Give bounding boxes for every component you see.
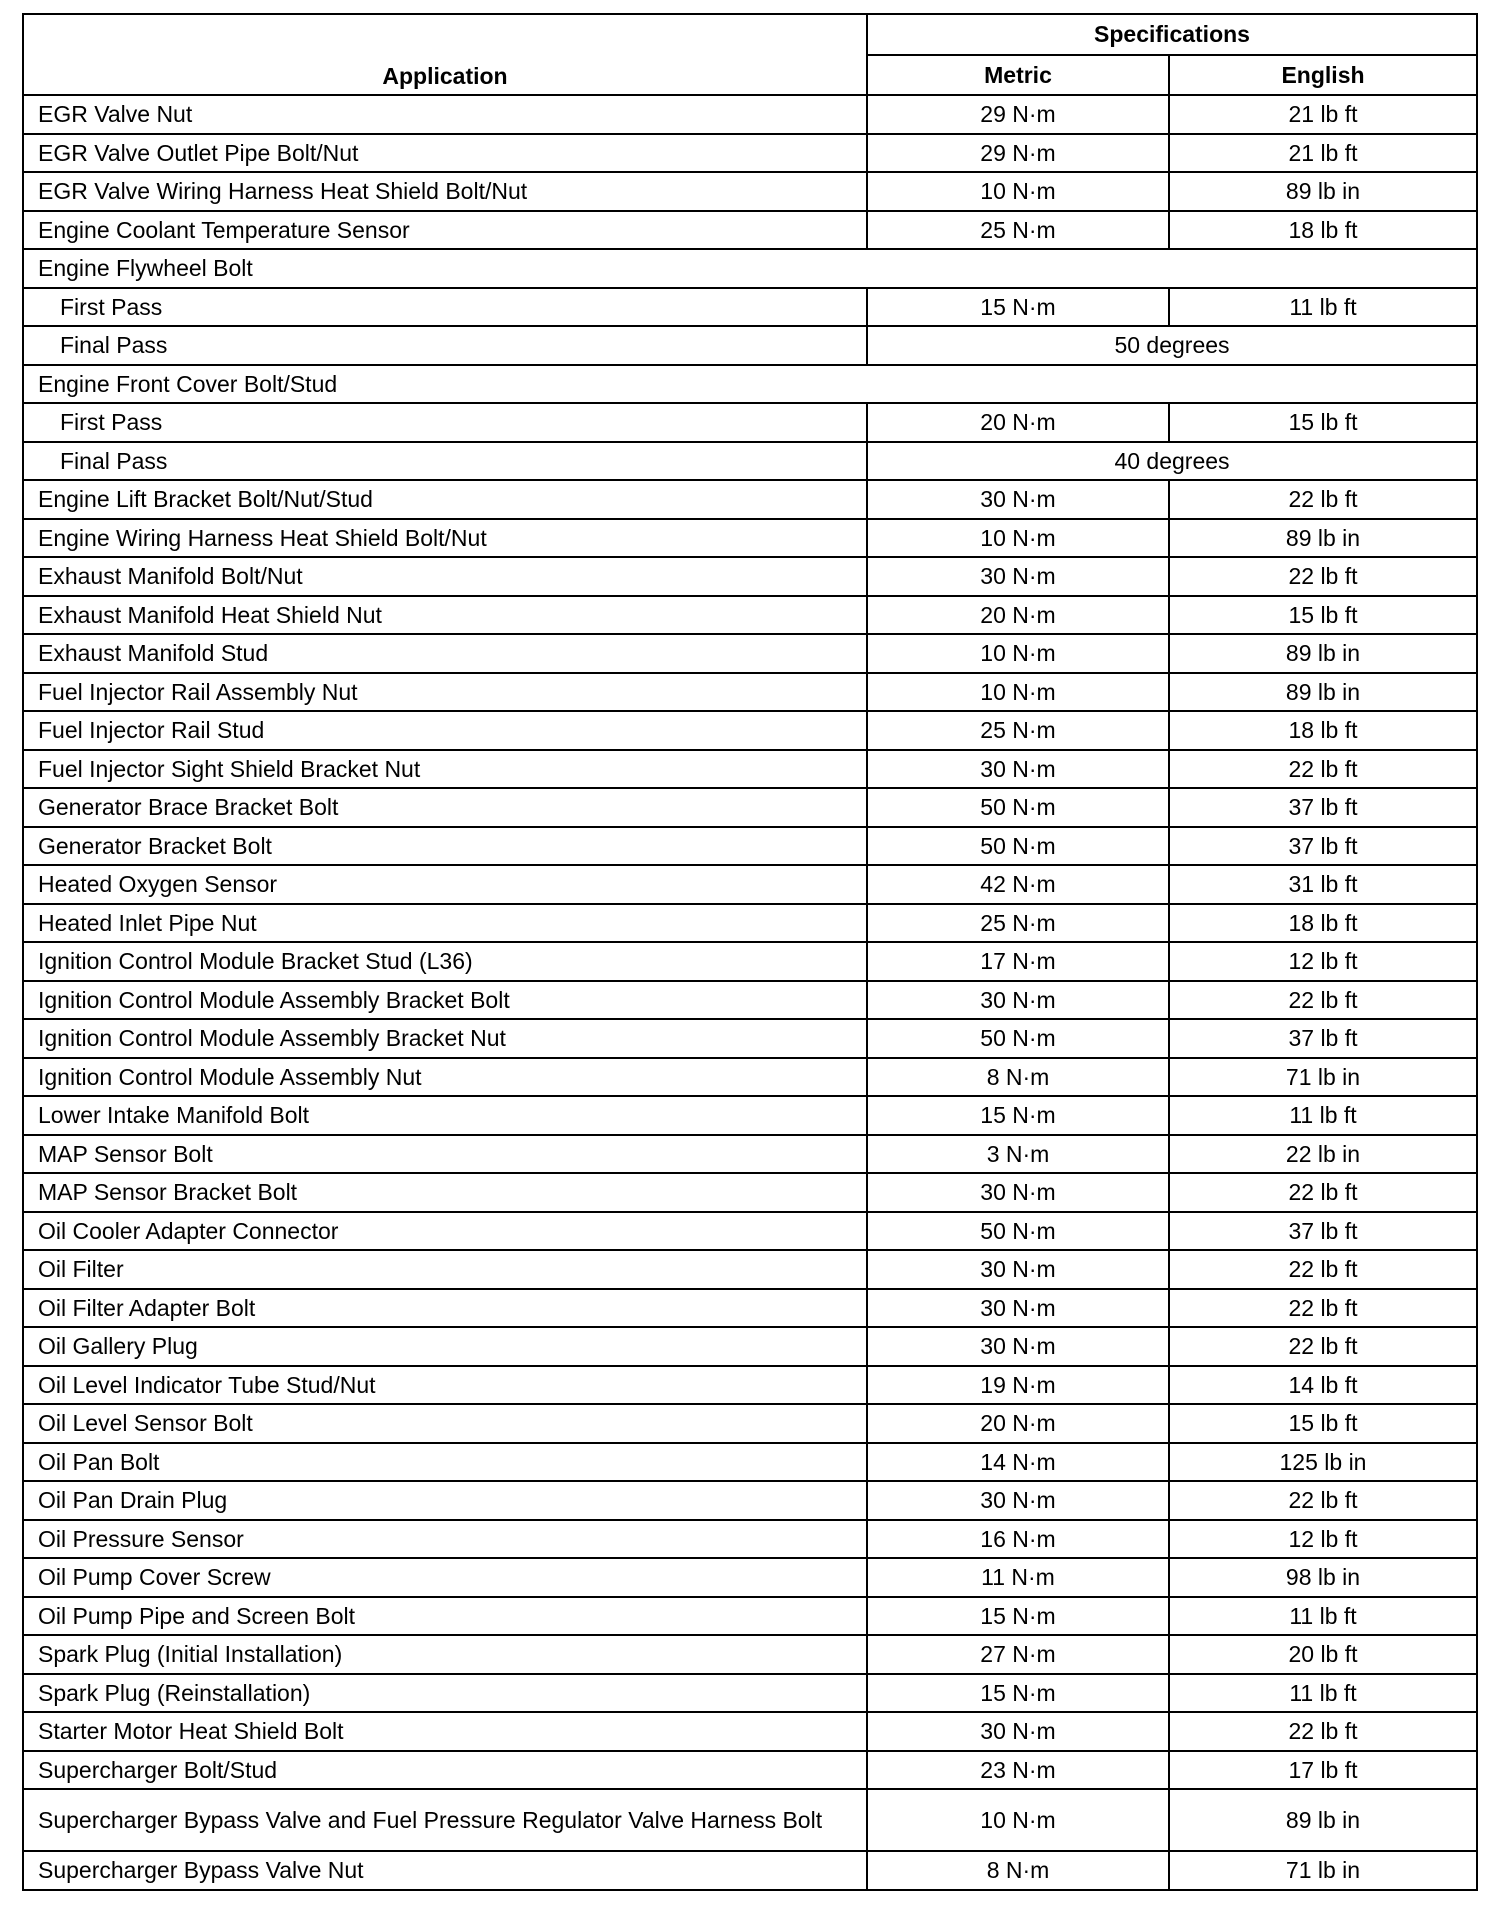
metric-cell: 29 N·m xyxy=(867,95,1169,134)
english-cell: 15 lb ft xyxy=(1169,1404,1477,1443)
metric-cell: 10 N·m xyxy=(867,172,1169,211)
application-cell: Supercharger Bolt/Stud xyxy=(23,1751,867,1790)
english-cell: 18 lb ft xyxy=(1169,211,1477,250)
table-body xyxy=(23,95,1477,1890)
application-cell: Heated Inlet Pipe Nut xyxy=(23,904,867,943)
english-cell: 22 lb ft xyxy=(1169,1173,1477,1212)
metric-cell: 15 N·m xyxy=(867,1674,1169,1713)
metric-cell: 30 N·m xyxy=(867,557,1169,596)
table-row xyxy=(23,134,1477,173)
application-cell: Spark Plug (Initial Installation) xyxy=(23,1635,867,1674)
table-row xyxy=(23,403,1477,442)
application-cell: Supercharger Bypass Valve and Fuel Pressure Regulator Valve Harness Bolt xyxy=(23,1789,867,1851)
metric-cell: 30 N·m xyxy=(867,1289,1169,1328)
table-row xyxy=(23,1327,1477,1366)
metric-cell: 25 N·m xyxy=(867,711,1169,750)
application-cell: Exhaust Manifold Heat Shield Nut xyxy=(23,596,867,635)
table-row xyxy=(23,673,1477,712)
table-row xyxy=(23,480,1477,519)
english-cell: 22 lb ft xyxy=(1169,981,1477,1020)
english-cell: 89 lb in xyxy=(1169,172,1477,211)
application-cell: Generator Bracket Bolt xyxy=(23,827,867,866)
metric-cell: 15 N·m xyxy=(867,1096,1169,1135)
english-cell: 20 lb ft xyxy=(1169,1635,1477,1674)
application-cell: Spark Plug (Reinstallation) xyxy=(23,1674,867,1713)
english-cell: 37 lb ft xyxy=(1169,1212,1477,1251)
application-cell: Exhaust Manifold Stud xyxy=(23,634,867,673)
table-row xyxy=(23,1058,1477,1097)
table-row xyxy=(23,711,1477,750)
english-cell: 98 lb in xyxy=(1169,1558,1477,1597)
metric-cell: 16 N·m xyxy=(867,1520,1169,1559)
english-cell: 11 lb ft xyxy=(1169,288,1477,327)
metric-cell: 30 N·m xyxy=(867,480,1169,519)
application-cell: First Pass xyxy=(23,403,867,442)
table-row xyxy=(23,1135,1477,1174)
english-cell: 89 lb in xyxy=(1169,519,1477,558)
metric-cell: 50 N·m xyxy=(867,1019,1169,1058)
metric-cell: 30 N·m xyxy=(867,981,1169,1020)
application-cell: Fuel Injector Rail Stud xyxy=(23,711,867,750)
table-row xyxy=(23,1443,1477,1482)
table-row xyxy=(23,557,1477,596)
metric-cell: 10 N·m xyxy=(867,519,1169,558)
application-cell: EGR Valve Wiring Harness Heat Shield Bolt/Nut xyxy=(23,172,867,211)
metric-cell: 11 N·m xyxy=(867,1558,1169,1597)
table-row xyxy=(23,249,1477,288)
application-cell: Oil Filter xyxy=(23,1250,867,1289)
metric-cell: 42 N·m xyxy=(867,865,1169,904)
empty-spec-cell xyxy=(867,365,1477,404)
application-cell: Engine Lift Bracket Bolt/Nut/Stud xyxy=(23,480,867,519)
application-cell: Engine Flywheel Bolt xyxy=(23,249,867,288)
table-row xyxy=(23,1173,1477,1212)
english-cell: 12 lb ft xyxy=(1169,942,1477,981)
table-row xyxy=(23,1712,1477,1751)
table-row xyxy=(23,1789,1477,1851)
english-cell: 18 lb ft xyxy=(1169,904,1477,943)
application-cell: Generator Brace Bracket Bolt xyxy=(23,788,867,827)
english-cell: 37 lb ft xyxy=(1169,827,1477,866)
table-row xyxy=(23,750,1477,789)
table-row xyxy=(23,634,1477,673)
metric-cell: 8 N·m xyxy=(867,1058,1169,1097)
english-cell: 125 lb in xyxy=(1169,1443,1477,1482)
table-row xyxy=(23,1520,1477,1559)
metric-cell: 30 N·m xyxy=(867,1712,1169,1751)
metric-cell: 20 N·m xyxy=(867,1404,1169,1443)
table-row xyxy=(23,1404,1477,1443)
application-cell: Fuel Injector Rail Assembly Nut xyxy=(23,673,867,712)
table-row xyxy=(23,1635,1477,1674)
table-row xyxy=(23,904,1477,943)
metric-cell: 50 N·m xyxy=(867,827,1169,866)
table-row xyxy=(23,1212,1477,1251)
english-cell: 11 lb ft xyxy=(1169,1674,1477,1713)
table-row xyxy=(23,95,1477,134)
application-cell: Oil Pressure Sensor xyxy=(23,1520,867,1559)
metric-cell: 20 N·m xyxy=(867,596,1169,635)
application-cell: Ignition Control Module Assembly Bracket Bolt xyxy=(23,981,867,1020)
metric-cell: 23 N·m xyxy=(867,1751,1169,1790)
application-cell: Exhaust Manifold Bolt/Nut xyxy=(23,557,867,596)
application-cell: EGR Valve Outlet Pipe Bolt/Nut xyxy=(23,134,867,173)
english-cell: 17 lb ft xyxy=(1169,1751,1477,1790)
empty-spec-cell xyxy=(867,249,1477,288)
english-cell: 22 lb in xyxy=(1169,1135,1477,1174)
spec-span-cell: 50 degrees xyxy=(867,326,1477,365)
table-row xyxy=(23,788,1477,827)
application-cell: Ignition Control Module Assembly Nut xyxy=(23,1058,867,1097)
english-cell: 89 lb in xyxy=(1169,673,1477,712)
application-cell: Oil Pump Pipe and Screen Bolt xyxy=(23,1597,867,1636)
table-row xyxy=(23,211,1477,250)
table-row xyxy=(23,326,1477,365)
table-row xyxy=(23,1366,1477,1405)
metric-cell: 50 N·m xyxy=(867,1212,1169,1251)
application-cell: MAP Sensor Bolt xyxy=(23,1135,867,1174)
metric-cell: 20 N·m xyxy=(867,403,1169,442)
english-cell: 22 lb ft xyxy=(1169,1481,1477,1520)
table-row xyxy=(23,442,1477,481)
english-cell: 12 lb ft xyxy=(1169,1520,1477,1559)
english-cell: 71 lb in xyxy=(1169,1851,1477,1890)
metric-cell: 30 N·m xyxy=(867,1327,1169,1366)
english-cell: 15 lb ft xyxy=(1169,403,1477,442)
application-cell: Oil Gallery Plug xyxy=(23,1327,867,1366)
table-row xyxy=(23,1289,1477,1328)
table-row xyxy=(23,865,1477,904)
table-row xyxy=(23,1597,1477,1636)
application-cell: Starter Motor Heat Shield Bolt xyxy=(23,1712,867,1751)
table-row xyxy=(23,519,1477,558)
table-row xyxy=(23,288,1477,327)
application-cell: First Pass xyxy=(23,288,867,327)
application-cell: Engine Coolant Temperature Sensor xyxy=(23,211,867,250)
english-cell: 22 lb ft xyxy=(1169,1289,1477,1328)
table-row xyxy=(23,1096,1477,1135)
english-cell: 22 lb ft xyxy=(1169,1327,1477,1366)
application-cell: Fuel Injector Sight Shield Bracket Nut xyxy=(23,750,867,789)
table-row xyxy=(23,1558,1477,1597)
application-cell: EGR Valve Nut xyxy=(23,95,867,134)
metric-cell: 14 N·m xyxy=(867,1443,1169,1482)
metric-cell: 50 N·m xyxy=(867,788,1169,827)
spec-span-cell: 40 degrees xyxy=(867,442,1477,481)
metric-cell: 25 N·m xyxy=(867,904,1169,943)
table-row xyxy=(23,1851,1477,1890)
application-cell: MAP Sensor Bracket Bolt xyxy=(23,1173,867,1212)
metric-cell: 10 N·m xyxy=(867,634,1169,673)
metric-cell: 27 N·m xyxy=(867,1635,1169,1674)
table-row xyxy=(23,827,1477,866)
english-cell: 89 lb in xyxy=(1169,634,1477,673)
application-cell: Oil Level Sensor Bolt xyxy=(23,1404,867,1443)
english-cell: 18 lb ft xyxy=(1169,711,1477,750)
application-cell: Supercharger Bypass Valve Nut xyxy=(23,1851,867,1890)
table-row xyxy=(23,1019,1477,1058)
table-row xyxy=(23,1674,1477,1713)
metric-cell: 17 N·m xyxy=(867,942,1169,981)
header-english: English xyxy=(1169,55,1477,96)
english-cell: 22 lb ft xyxy=(1169,1250,1477,1289)
metric-cell: 3 N·m xyxy=(867,1135,1169,1174)
metric-cell: 10 N·m xyxy=(867,1789,1169,1851)
metric-cell: 19 N·m xyxy=(867,1366,1169,1405)
english-cell: 11 lb ft xyxy=(1169,1597,1477,1636)
table-row xyxy=(23,1751,1477,1790)
metric-cell: 29 N·m xyxy=(867,134,1169,173)
application-cell: Lower Intake Manifold Bolt xyxy=(23,1096,867,1135)
metric-cell: 30 N·m xyxy=(867,1481,1169,1520)
header-specifications: Specifications xyxy=(867,14,1477,55)
english-cell: 31 lb ft xyxy=(1169,865,1477,904)
application-cell: Oil Pump Cover Screw xyxy=(23,1558,867,1597)
metric-cell: 15 N·m xyxy=(867,1597,1169,1636)
english-cell: 22 lb ft xyxy=(1169,750,1477,789)
metric-cell: 30 N·m xyxy=(867,750,1169,789)
table-row xyxy=(23,1250,1477,1289)
application-cell: Final Pass xyxy=(23,442,867,481)
application-cell: Engine Front Cover Bolt/Stud xyxy=(23,365,867,404)
english-cell: 11 lb ft xyxy=(1169,1096,1477,1135)
table-header xyxy=(23,14,1477,95)
header-application: Application xyxy=(23,14,867,95)
application-cell: Oil Pan Drain Plug xyxy=(23,1481,867,1520)
english-cell: 21 lb ft xyxy=(1169,95,1477,134)
table-row xyxy=(23,365,1477,404)
application-cell: Oil Filter Adapter Bolt xyxy=(23,1289,867,1328)
metric-cell: 10 N·m xyxy=(867,673,1169,712)
application-cell: Oil Level Indicator Tube Stud/Nut xyxy=(23,1366,867,1405)
application-cell: Oil Pan Bolt xyxy=(23,1443,867,1482)
english-cell: 21 lb ft xyxy=(1169,134,1477,173)
application-cell: Final Pass xyxy=(23,326,867,365)
torque-spec-table xyxy=(22,13,1478,1891)
english-cell: 89 lb in xyxy=(1169,1789,1477,1851)
table-row xyxy=(23,172,1477,211)
application-cell: Oil Cooler Adapter Connector xyxy=(23,1212,867,1251)
metric-cell: 8 N·m xyxy=(867,1851,1169,1890)
metric-cell: 30 N·m xyxy=(867,1250,1169,1289)
table-row xyxy=(23,1481,1477,1520)
english-cell: 71 lb in xyxy=(1169,1058,1477,1097)
english-cell: 14 lb ft xyxy=(1169,1366,1477,1405)
metric-cell: 25 N·m xyxy=(867,211,1169,250)
application-cell: Ignition Control Module Assembly Bracket Nut xyxy=(23,1019,867,1058)
english-cell: 22 lb ft xyxy=(1169,1712,1477,1751)
english-cell: 15 lb ft xyxy=(1169,596,1477,635)
metric-cell: 15 N·m xyxy=(867,288,1169,327)
english-cell: 37 lb ft xyxy=(1169,788,1477,827)
english-cell: 22 lb ft xyxy=(1169,480,1477,519)
header-metric: Metric xyxy=(867,55,1169,96)
application-cell: Heated Oxygen Sensor xyxy=(23,865,867,904)
english-cell: 37 lb ft xyxy=(1169,1019,1477,1058)
application-cell: Engine Wiring Harness Heat Shield Bolt/Nut xyxy=(23,519,867,558)
metric-cell: 30 N·m xyxy=(867,1173,1169,1212)
table-row xyxy=(23,981,1477,1020)
table-row xyxy=(23,942,1477,981)
table-row xyxy=(23,596,1477,635)
english-cell: 22 lb ft xyxy=(1169,557,1477,596)
application-cell: Ignition Control Module Bracket Stud (L36) xyxy=(23,942,867,981)
